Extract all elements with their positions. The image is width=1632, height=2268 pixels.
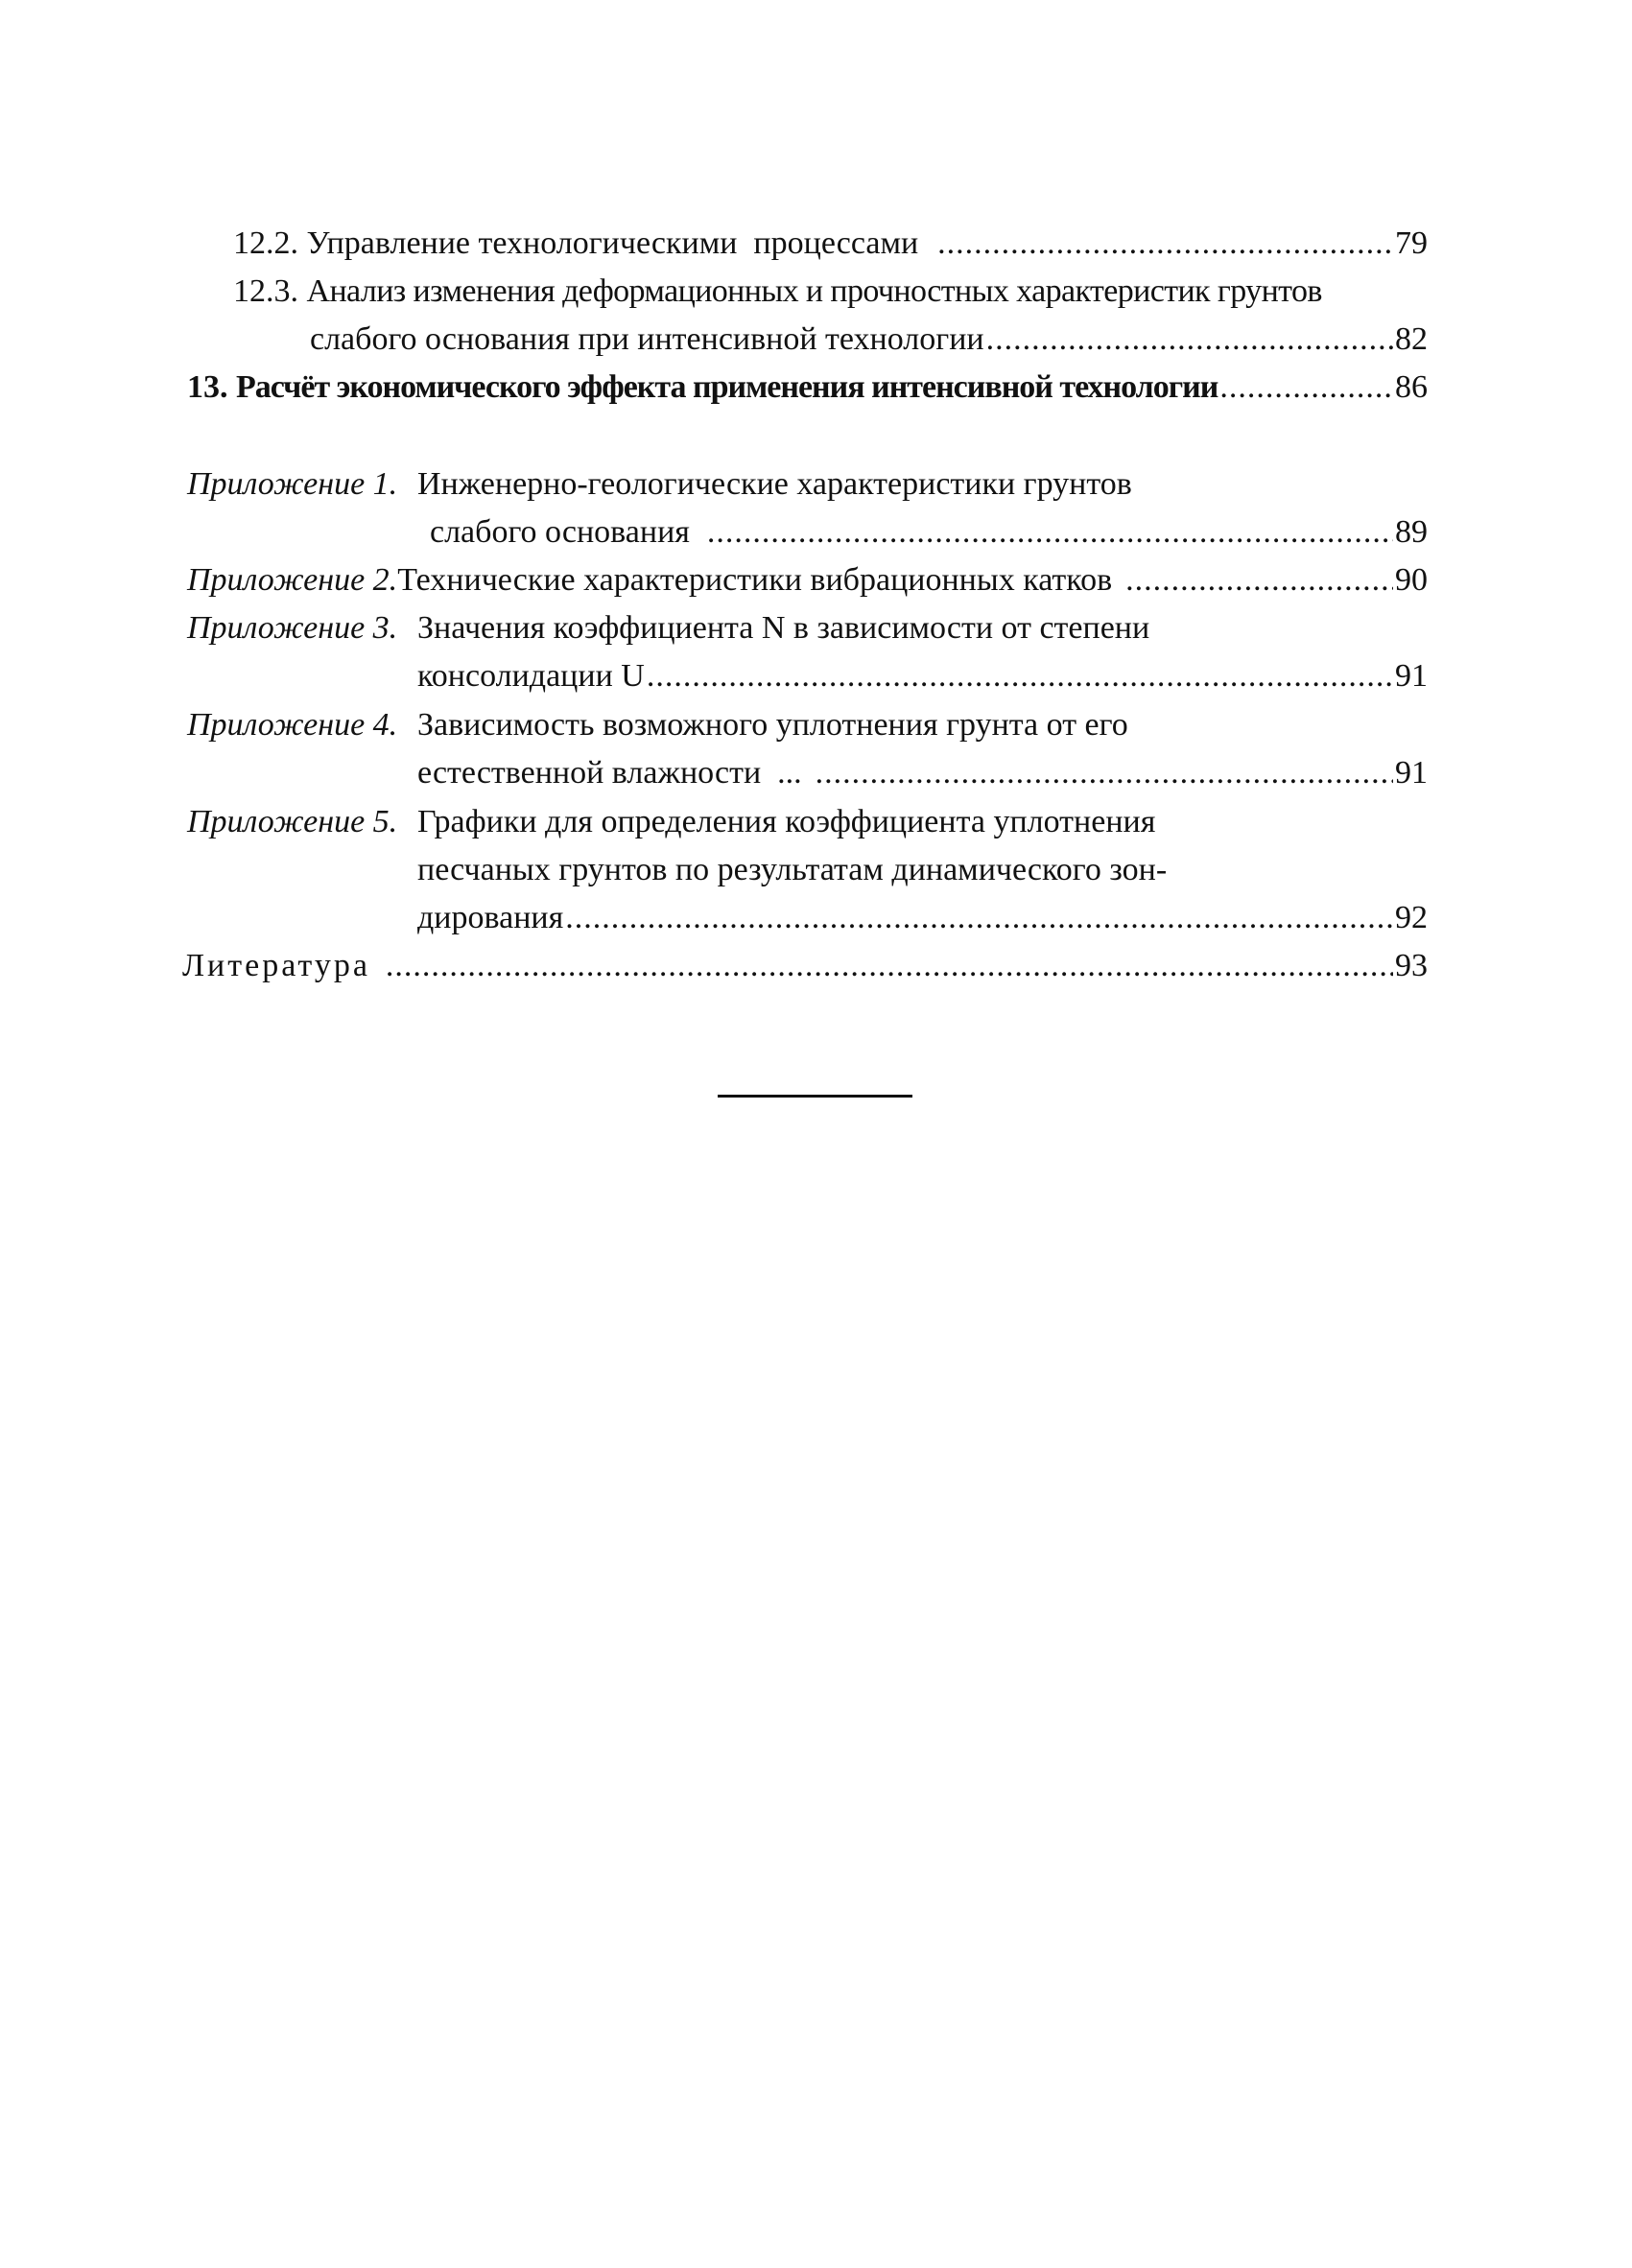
leader-dots <box>986 317 1393 363</box>
appendix-label: Приложение 5. <box>187 804 398 839</box>
appendix-label: Приложение 2. <box>187 562 398 598</box>
appendix-4-continued[interactable] <box>417 750 1428 798</box>
toc-page-number: 93 <box>1395 948 1428 983</box>
leader-dots <box>816 750 1393 796</box>
literature-title: Литература <box>182 948 370 983</box>
toc-entry-12-3-continued[interactable] <box>310 317 1428 365</box>
toc-entry-title: Управление технологическими процессами <box>306 225 919 261</box>
appendix-2[interactable] <box>187 557 1428 605</box>
appendix-1-continued[interactable] <box>430 509 1428 557</box>
toc-entry-number: 12.3. <box>233 273 298 309</box>
toc-entry-12-3[interactable] <box>233 269 1444 317</box>
leader-dots <box>1125 557 1393 603</box>
appendix-title-line2: консолидации U <box>417 658 645 694</box>
leader-dots <box>386 943 1393 989</box>
toc-page-number: 86 <box>1395 369 1428 405</box>
leader-dots <box>707 509 1393 555</box>
appendix-title-line2: естественной влажности ... <box>417 755 802 791</box>
toc-page-number: 91 <box>1395 658 1428 694</box>
leader-dots <box>937 221 1393 267</box>
appendix-title-line2: слабого основания <box>430 514 690 550</box>
appendix-title-line1: Значения коэффициента N в зависимости от степени <box>417 610 1150 646</box>
appendix-4[interactable] <box>187 702 1428 750</box>
toc-entry-title-line2: слабого основания при интенсивной технологии <box>310 321 984 357</box>
appendix-1[interactable] <box>187 461 1428 509</box>
toc-page-number: 82 <box>1395 321 1428 357</box>
leader-dots <box>647 653 1393 699</box>
toc-entry-12-2[interactable] <box>233 221 1428 269</box>
appendix-label: Приложение 1. <box>187 466 398 502</box>
appendix-title-line2: песчаных грунтов по результатам динамического зон- <box>417 852 1168 887</box>
toc-page-number: 79 <box>1395 225 1428 261</box>
toc-entry-title: Расчёт экономического эффекта применения интенсивной технологии <box>236 369 1218 405</box>
appendix-title-line1: Инженерно-геологические характеристики грунтов <box>417 466 1132 502</box>
toc-entry-13[interactable] <box>187 365 1428 413</box>
toc-entry-number: 13. <box>187 369 228 405</box>
toc-page-number: 89 <box>1395 514 1428 550</box>
toc-entry-title-line1: Анализ изменения деформационных и прочностных характеристик грунтов <box>306 273 1322 309</box>
appendix-5-continued[interactable] <box>417 847 1428 895</box>
appendix-5-continued-2[interactable] <box>417 895 1428 943</box>
appendix-5[interactable] <box>187 799 1428 847</box>
appendix-title-line1: Зависимость возможного уплотнения грунта от его <box>417 707 1128 743</box>
appendix-label: Приложение 3. <box>187 610 398 646</box>
appendix-label: Приложение 4. <box>187 707 398 743</box>
appendix-title-line3: дирования <box>417 900 564 935</box>
appendix-title-line1: Технические характеристики вибрационных катков <box>397 562 1113 598</box>
appendix-3[interactable] <box>187 605 1428 653</box>
toc-entry-literature[interactable] <box>182 943 1428 991</box>
toc-page-number: 92 <box>1395 900 1428 935</box>
toc-page-number: 90 <box>1395 562 1428 598</box>
toc-entry-number: 12.2. <box>233 225 298 261</box>
end-rule <box>718 1095 912 1098</box>
appendix-3-continued[interactable] <box>417 653 1428 701</box>
appendix-title-line1: Графики для определения коэффициента уплотнения <box>417 804 1156 839</box>
toc-page-number: 91 <box>1395 755 1428 791</box>
leader-dots <box>565 895 1393 941</box>
leader-dots <box>1219 365 1393 411</box>
